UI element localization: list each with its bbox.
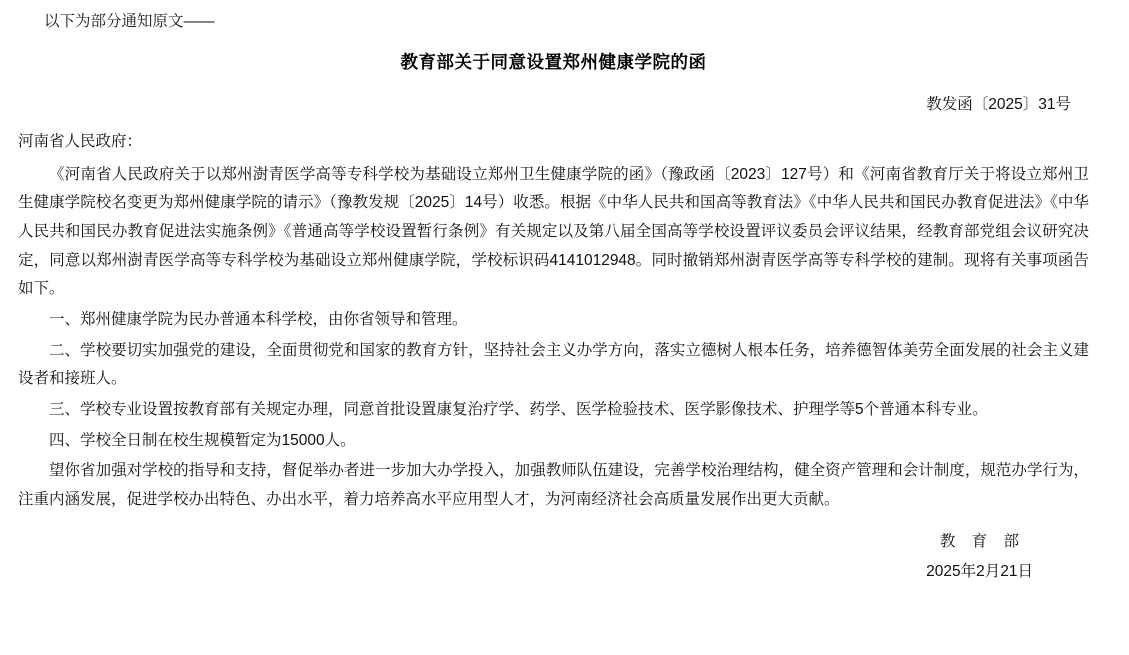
- paragraph-item-2: 二、学校要切实加强党的建设，全面贯彻党和国家的教育方针，坚持社会主义办学方向，落实立德树人根本任务，培养德智体美劳全面发展的社会主义建设者和接班人。: [18, 341, 1089, 388]
- document-number: 教发函〔2025〕31号: [926, 95, 1071, 113]
- paragraph-main: 《河南省人民政府关于以郑州澍青医学高等专科学校为基础设立郑州卫生健康学院的函》（豫政函〔2023〕127号）和《河南省教育厅关于将设立郑州卫生健康学院校名变更为郑州健康学院的请示》（豫教发规〔2025〕14号）收悉。根据《中华人民共和国高等教育法》《中华人民共和国民办教育促进法》《中华人民共和国民办教育促进法实施条例》《普通高等学校设置暂行条例》有关规定以及第八届全国高等学校设置评议委员会评议结果，经教育部党组会议研究决定，同意以郑州澍青医学高等专科学校为基础设立郑州健康学院，学校标识码4141012948。同时撤销郑州澍青医学高等专科学校的建制。现将有关事项函告如下。: [18, 165, 1089, 298]
- signature-date: 2025年2月21日: [926, 562, 1033, 580]
- paragraph-item-1: 一、郑州健康学院为民办普通本科学校，由你省领导和管理。: [49, 310, 468, 328]
- intro-note: 以下为部分通知原文——: [44, 13, 215, 30]
- signature-organization: 教 育 部: [939, 532, 1025, 550]
- salutation: 河南省人民政府：: [18, 132, 143, 150]
- paragraph-closing: 望你省加强对学校的指导和支持，督促举办者进一步加大办学投入，加强教师队伍建设，完善学校治理结构，健全资产管理和会计制度，规范办学行为，注重内涵发展，促进学校办出特色、办出水平，着力培养高水平应用型人才，为河南经济社会高质量发展作出更大贡献。: [18, 462, 1089, 508]
- paragraph-item-4: 四、学校全日制在校生规模暂定为15000人。: [49, 431, 356, 449]
- document-title: 教育部关于同意设置郑州健康学院的函: [400, 51, 707, 72]
- paragraph-item-3: 三、学校专业设置按教育部有关规定办理，同意首批设置康复治疗学、药学、医学检验技术、医学影像技术、护理学等5个普通本科专业。: [49, 400, 988, 418]
